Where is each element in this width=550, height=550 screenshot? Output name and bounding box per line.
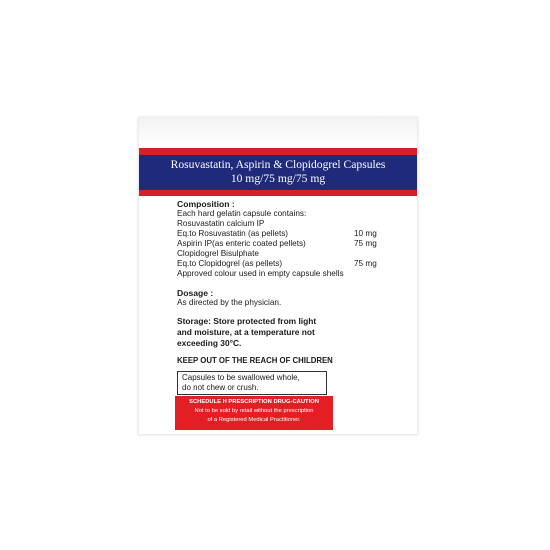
- schedule-line: of a Registered Medical Practitioner.: [207, 416, 301, 423]
- composition-row-label: Rosuvastatin calcium IP: [177, 219, 265, 228]
- label-content: [177, 196, 392, 395]
- composition-intro: Each hard gelatin capsule contains:: [177, 209, 307, 218]
- children-warning: KEEP OUT OF THE REACH OF CHILDREN: [177, 356, 333, 365]
- composition-row-value: [354, 219, 392, 229]
- composition-row-value: 75 mg: [354, 239, 377, 248]
- product-name-banner: [139, 155, 417, 190]
- medicine-carton-panel: [138, 117, 418, 435]
- red-stripe-top: [139, 148, 417, 155]
- product-name: Rosuvastatin, Aspirin & Clopidogrel Capsules: [170, 158, 386, 171]
- composition-row: [177, 229, 392, 239]
- dosage-text: As directed by the physician.: [177, 298, 282, 307]
- storage-line: and moisture, at a temperature not: [177, 327, 315, 337]
- colour-note: Approved colour used in empty capsule shells: [177, 269, 344, 278]
- composition-row: [177, 249, 392, 259]
- storage-instructions: [177, 316, 392, 349]
- composition-row-value: 75 mg: [354, 259, 377, 268]
- dosage-heading: Dosage :: [177, 288, 214, 298]
- composition-row: [177, 259, 392, 269]
- composition-row: [177, 219, 392, 229]
- composition-row-value: 10 mg: [354, 229, 377, 238]
- schedule-h-caution-box: [175, 396, 333, 430]
- product-strength: 10 mg/75 mg/75 mg: [230, 172, 326, 185]
- storage-line: exceeding 30°C.: [177, 338, 242, 348]
- schedule-line: Not to be sold by retail without the prescription: [194, 407, 314, 414]
- swallow-notice-box: [177, 371, 327, 395]
- composition-row-label: Clopidogrel Bisulphate: [177, 249, 259, 258]
- composition-row-label: Aspirin IP(as enteric coated pellets): [177, 239, 306, 248]
- schedule-title: SCHEDULE H PRESCRIPTION DRUG-CAUTION: [189, 399, 319, 405]
- composition-row: [177, 239, 392, 249]
- composition-row-label: Eq.to Clopidogrel (as pellets): [177, 259, 283, 268]
- composition-row-label: Eq.to Rosuvastatin (as pellets): [177, 229, 289, 238]
- carton-top-flap: [139, 118, 417, 148]
- storage-line: Storage: Store protected from light: [177, 316, 317, 326]
- composition-row-value: [354, 249, 392, 259]
- swallow-line: Capsules to be swallowed whole,: [182, 373, 300, 382]
- composition-heading: Composition :: [177, 199, 235, 209]
- swallow-line: do not chew or crush.: [182, 383, 259, 392]
